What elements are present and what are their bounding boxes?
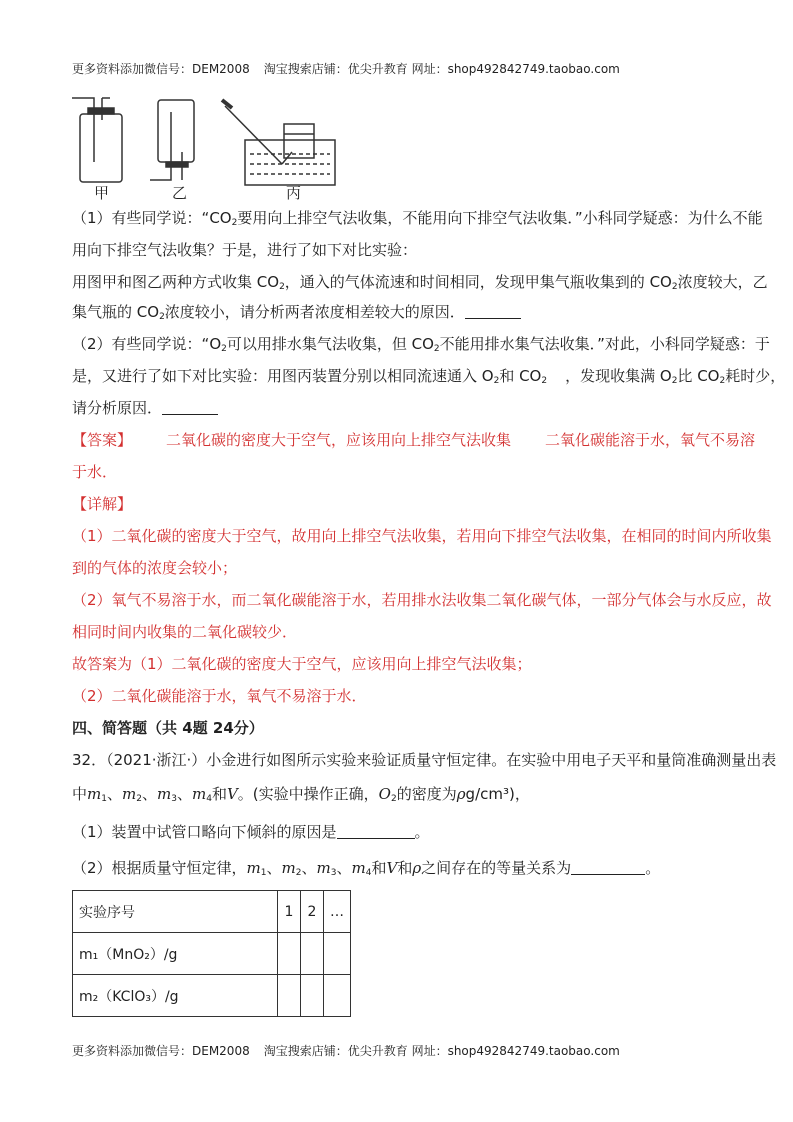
table-cell: [301, 933, 324, 975]
answer-blank: [465, 304, 521, 319]
flask-yi: [150, 100, 194, 180]
figure-label-bing: 丙: [286, 184, 302, 202]
q32-sub-question-2: （2）根据质量守恒定律，$m_1$、$m_2$、$m_3$、$m_4$和V和ρ之间存在的等量关系为 。: [72, 859, 661, 878]
table-header-cell: 实验序号: [73, 891, 278, 933]
table-header-cell: 1: [278, 891, 301, 933]
q32-intro-line2: 中$m_1$、$m_2$、$m_3$、$m_4$和V。(实验中操作正确，$O_2$的密度为ρg/cm³)，: [72, 785, 530, 804]
answer-line1: [72, 430, 755, 450]
flask-bing: [222, 100, 335, 185]
q32-intro-line1: 32．（2021·浙江·）小金进行如图所示实验来验证质量守恒定律。在实验中用电子天平和量筒准确测量出表: [72, 751, 777, 769]
footer-site: 网址：shop492842749.taobao.com: [411, 1044, 620, 1058]
header-shop: 淘宝搜索店铺：优尖升教育: [263, 62, 408, 76]
table-cell: [324, 975, 351, 1017]
section-title: 四、简答题（共 4题 24分）: [72, 719, 264, 737]
q31-p1-line2: 用向下排空气法收集？于是，进行了如下对比实验：: [72, 241, 418, 259]
q31-p2-line3: 请分析原因．: [72, 398, 218, 418]
detail-d1-line1: （1）二氧化碳的密度大于空气，故用向上排空气法收集，若用向下排空气法收集，在相同的时间内所收集: [72, 527, 772, 545]
experiment-table: [72, 890, 351, 1017]
answer-blank: [571, 860, 645, 875]
q31-p1-line3: 用图甲和图乙两种方式收集 $CO_2$，通入的气体流速和时间相同，发现甲集气瓶收集到的 $CO_2$浓度较大，乙: [72, 273, 768, 292]
page-footer: [72, 1042, 620, 1059]
table-row: [73, 933, 351, 975]
answer-line2: 于水．: [72, 463, 118, 481]
apparatus-figure: [70, 92, 350, 202]
header-site: 网址：shop492842749.taobao.com: [411, 62, 620, 76]
table-row: [73, 975, 351, 1017]
table-cell: [278, 933, 301, 975]
header-wechat: 更多资料添加微信号：DEM2008: [72, 62, 250, 76]
table-cell: [278, 975, 301, 1017]
page-header: [72, 60, 620, 77]
flask-jia: [72, 98, 122, 182]
detail-final-line1: 故答案为（1）二氧化碳的密度大于空气，应该用向上排空气法收集；: [72, 655, 532, 673]
q32-sub-question-1: （1）装置中试管口略向下倾斜的原因是 。: [72, 823, 430, 841]
footer-wechat: 更多资料添加微信号：DEM2008: [72, 1044, 250, 1058]
answer-a2: 二氧化碳能溶于水，氧气不易溶: [545, 431, 756, 449]
detail-final-line2: （2）二氧化碳能溶于水，氧气不易溶于水．: [72, 687, 367, 705]
table-cell: m₂（KClO₃）/g: [73, 975, 278, 1017]
answer-blank: [162, 400, 218, 415]
detail-d2-line2: 相同时间内收集的二氧化碳较少．: [72, 623, 298, 641]
detail-d2-line1: （2）氧气不易溶于水，而二氧化碳能溶于水，若用排水法收集二氧化碳气体，一部分气体会与水反应，故: [72, 591, 772, 609]
answer-a1: 二氧化碳的密度大于空气，应该用向上排空气法收集: [166, 431, 512, 449]
detail-tag: 【详解】: [72, 495, 133, 513]
detail-d1-line2: 到的气体的浓度会较小；: [72, 559, 238, 577]
table-header-row: [73, 891, 351, 933]
table-cell: m₁（MnO₂）/g: [73, 933, 278, 975]
table-header-cell: 2: [301, 891, 324, 933]
q31-p1-line1: （1）有些同学说：“$CO_2$要用向上排空气法收集，不能用向下排空气法收集．”小科同学疑惑：为什么不能: [72, 209, 763, 228]
answer-tag: 【答案】: [72, 431, 133, 449]
table-cell: [324, 933, 351, 975]
q31-p2-line2: 是，又进行了如下对比实验：用图丙装置分别以相同流速通入 $O_2$和 $CO_2$ ，发现收集满 $O_2$比 $CO_2$耗时少，: [72, 367, 786, 386]
table-cell: [301, 975, 324, 1017]
figure-label-jia: 甲: [94, 184, 110, 202]
q31-p2-line1: （2）有些同学说：“$O_2$可以用排水集气法收集，但 $CO_2$不能用排水集气法收集．”对此，小科同学疑惑：于: [72, 335, 770, 354]
footer-shop: 淘宝搜索店铺：优尖升教育: [263, 1044, 408, 1058]
figure-label-yi: 乙: [172, 184, 188, 202]
q31-p1-line4: 集气瓶的 $CO_2$浓度较小，请分析两者浓度相差较大的原因．: [72, 302, 521, 327]
answer-blank: [337, 824, 415, 839]
table-header-cell: …: [324, 891, 351, 933]
